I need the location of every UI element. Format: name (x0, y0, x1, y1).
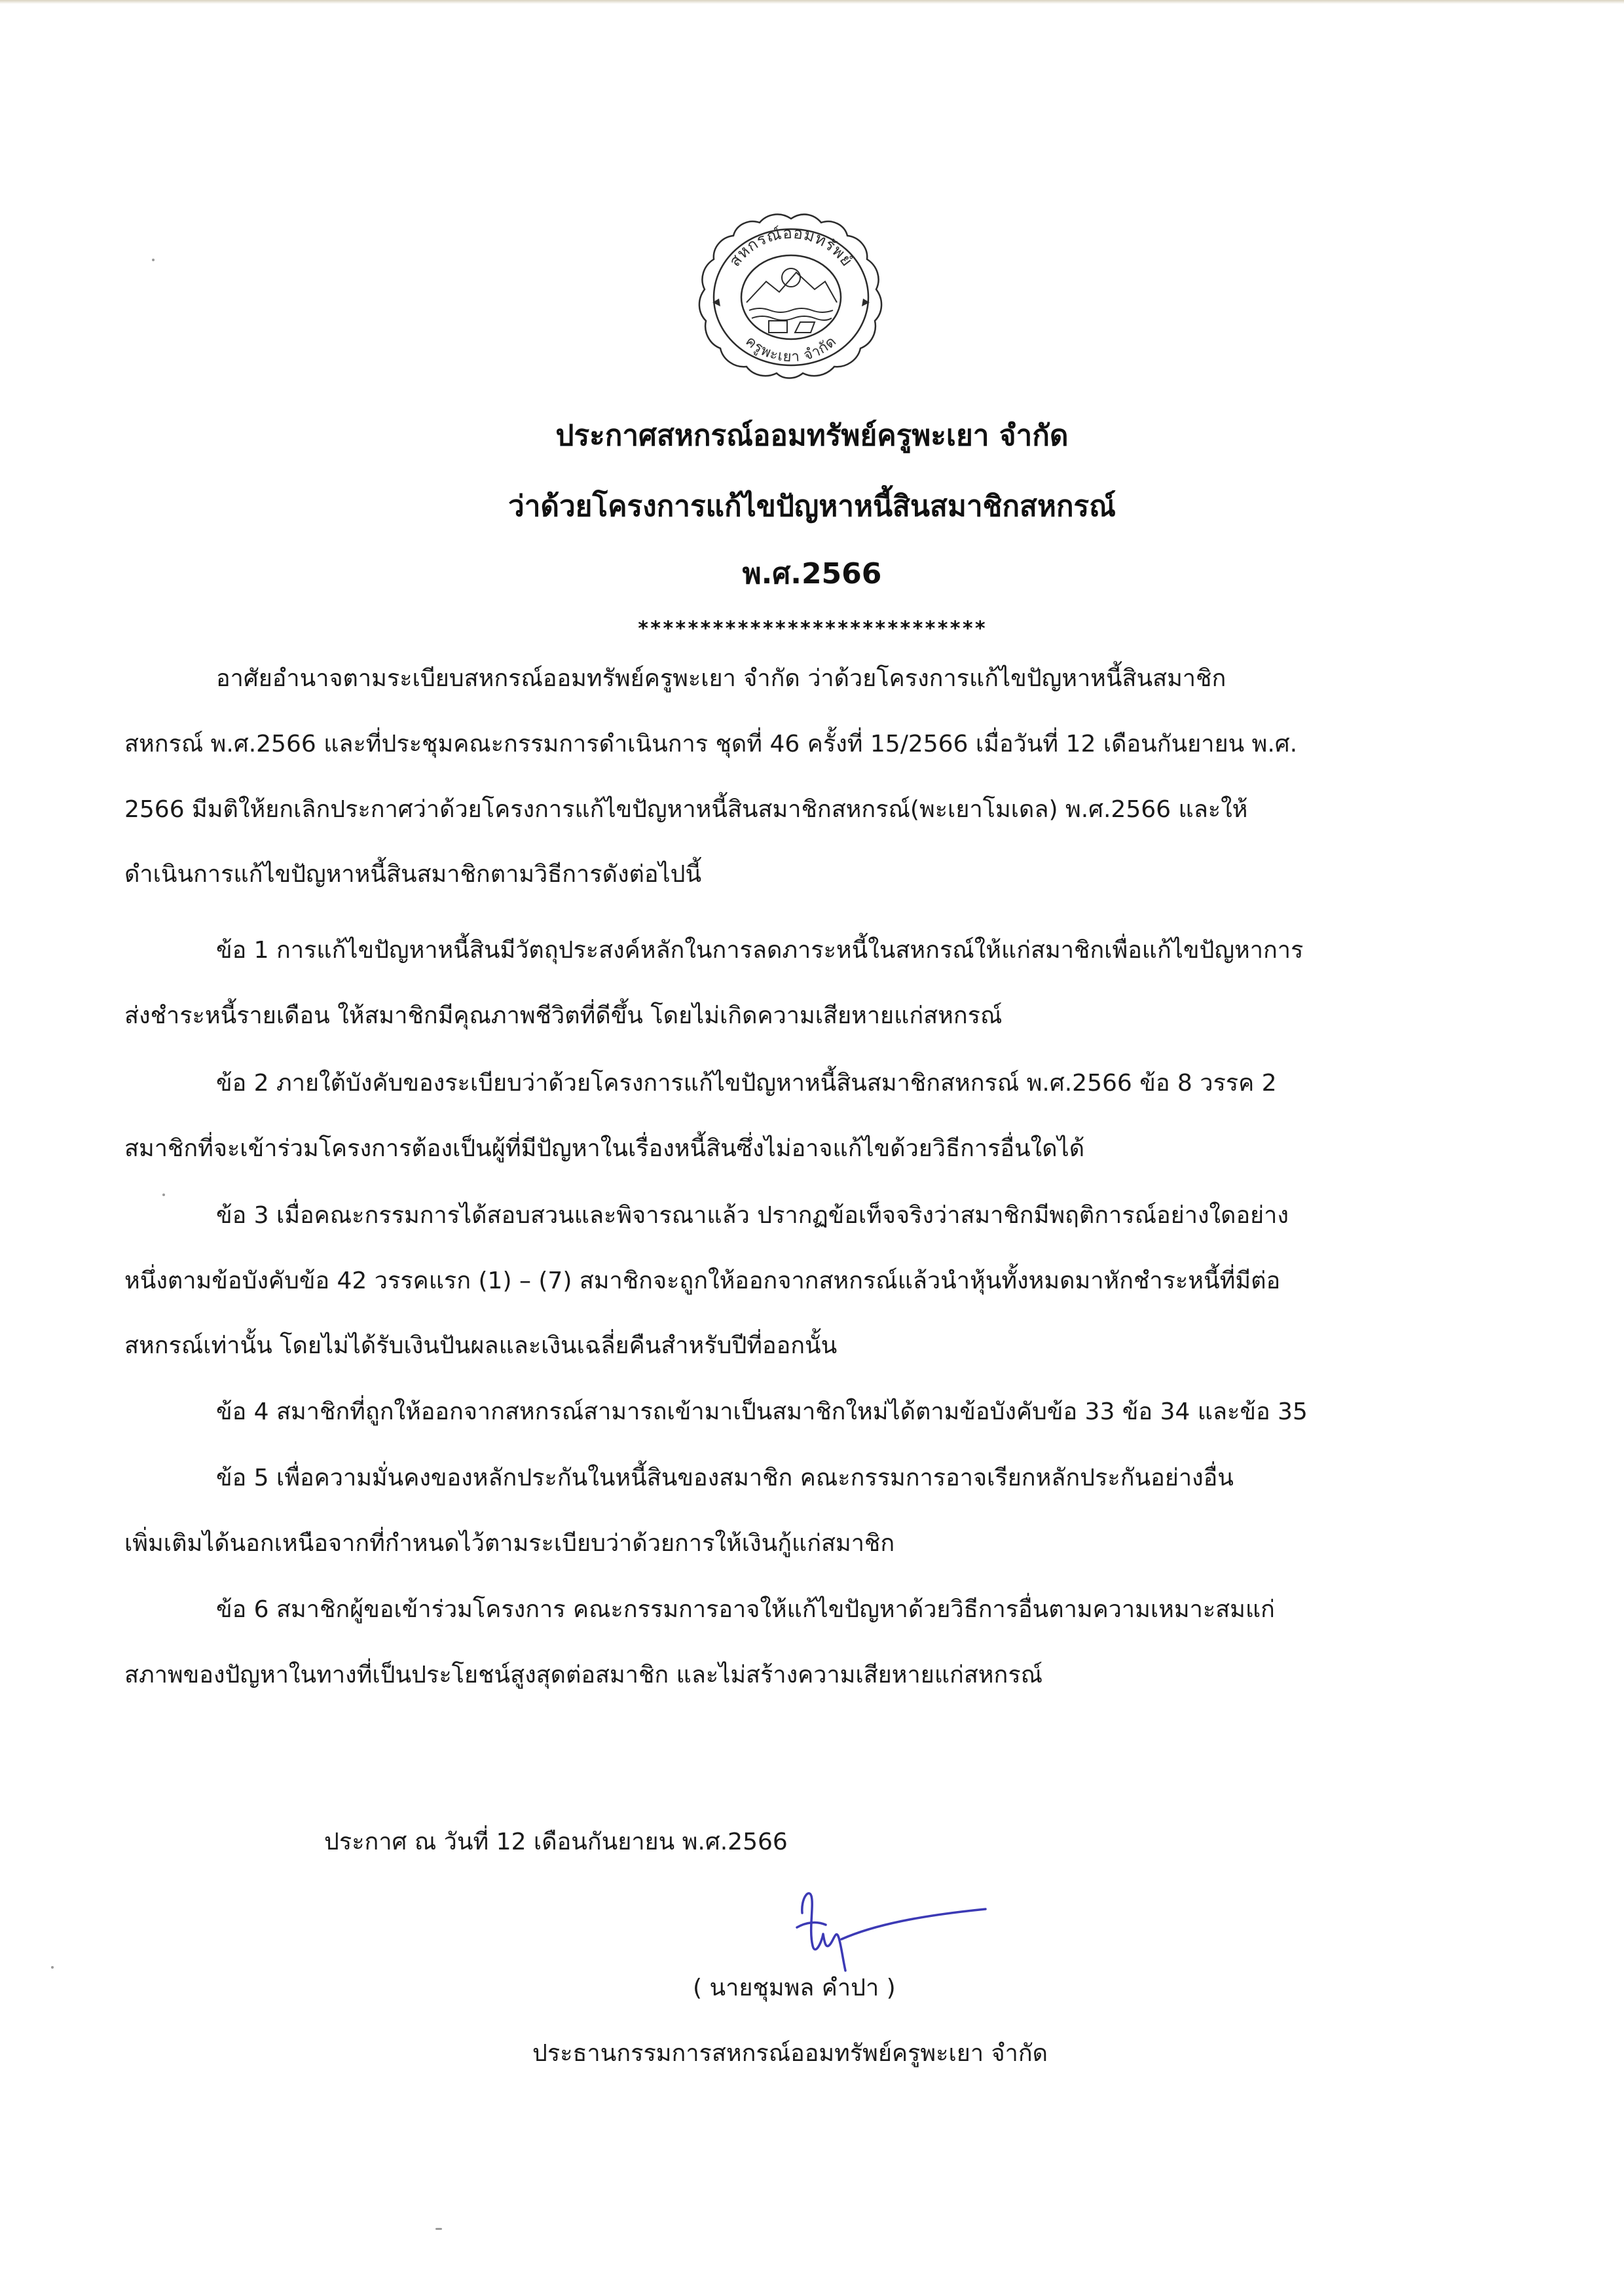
clause-3-line-2: หนึ่งตามข้อบังคับข้อ 42 วรรคแรก (1) – (7) สมาชิกจะถูกให้ออกจากสหกรณ์แล้วนำหุ้นทั้งหมดมาหักชำระหนี้ที่มีต่อ (124, 1267, 1281, 1294)
title-separator: **************************** (637, 617, 987, 640)
clause-6-line-1: ข้อ 6 สมาชิกผู้ขอเข้าร่วมโครงการ คณะกรรมการอาจให้แก้ไขปัญหาด้วยวิธีการอื่นตามความเหมาะสมแก่ (216, 1596, 1275, 1623)
signer-title: ประธานกรรมการสหกรณ์ออมทรัพย์ครูพะเยา จำกัด (532, 2040, 1048, 2067)
clause-3-line-1: ข้อ 3 เมื่อคณะกรรมการได้สอบสวนและพิจารณาแล้ว ปรากฏข้อเท็จจริงว่าสมาชิกมีพฤติการณ์อย่างใดอย่าง (216, 1202, 1289, 1229)
clause-6-line-2: สภาพของปัญหาในทางที่เป็นประโยชน์สูงสุดต่อสมาชิก และไม่สร้างความเสียหายแก่สหกรณ์ (124, 1662, 1043, 1688)
scan-speck (152, 259, 155, 261)
scan-speck (51, 1966, 54, 1969)
scan-speck (435, 2228, 442, 2230)
scan-speck (162, 1194, 165, 1196)
handwritten-signature (783, 1879, 999, 1977)
preamble-line-4: ดำเนินการแก้ไขปัญหาหนี้สินสมาชิกตามวิธีการดังต่อไปนี้ (124, 861, 702, 888)
preamble-line-3: 2566 มีมติให้ยกเลิกประกาศว่าด้วยโครงการแก้ไขปัญหาหนี้สินสมาชิกสหกรณ์(พะเยาโมเดล) พ.ศ.2566 และให้ (124, 796, 1248, 823)
cooperative-seal-logo (686, 204, 896, 388)
svg-text:สหกรณ์ออมทรัพย์: สหกรณ์ออมทรัพย์ (725, 223, 857, 270)
svg-text:ครูพะเยา จำกัด: ครูพะเยา จำกัด (742, 333, 840, 366)
clause-4-line-1: ข้อ 4 สมาชิกที่ถูกให้ออกจากสหกรณ์สามารถเข้ามาเป็นสมาชิกใหม่ได้ตามข้อบังคับข้อ 33 ข้อ 34 และข้อ 35 (216, 1398, 1308, 1425)
preamble-line-1: อาศัยอำนาจตามระเบียบสหกรณ์ออมทรัพย์ครูพะเยา จำกัด ว่าด้วยโครงการแก้ไขปัญหาหนี้สินสมาชิก (216, 665, 1227, 692)
clause-2-line-1: ข้อ 2 ภายใต้บังคับของระเบียบว่าด้วยโครงการแก้ไขปัญหาหนี้สินสมาชิกสหกรณ์ พ.ศ.2566 ข้อ 8 วรรค 2 (216, 1070, 1277, 1097)
clause-1-line-1: ข้อ 1 การแก้ไขปัญหาหนี้สินมีวัตถุประสงค์หลักในการลดภาระหนี้ในสหกรณ์ให้แก่สมาชิกเพื่อแก้ไขปัญหาการ (216, 937, 1304, 964)
clause-2-line-2: สมาชิกที่จะเข้าร่วมโครงการต้องเป็นผู้ที่มีปัญหาในเรื่องหนี้สินซึ่งไม่อาจแก้ไขด้วยวิธีการอื่นใดได้ (124, 1135, 1085, 1162)
preamble-line-2: สหกรณ์ พ.ศ.2566 และที่ประชุมคณะกรรมการดำเนินการ ชุดที่ 46 ครั้งที่ 15/2566 เมื่อวันที่ 12 เดือนกันยายน พ.ศ. (124, 731, 1298, 757)
title-line-2: ว่าด้วยโครงการแก้ไขปัญหาหนี้สินสมาชิกสหกรณ์ (507, 490, 1116, 523)
scan-edge (0, 0, 1624, 4)
clause-5-line-2: เพิ่มเติมได้นอกเหนือจากที่กำหนดไว้ตามระเบียบว่าด้วยการให้เงินกู้แก่สมาชิก (124, 1530, 895, 1557)
title-line-1: ประกาศสหกรณ์ออมทรัพย์ครูพะเยา จำกัด (555, 419, 1069, 452)
clause-5-line-1: ข้อ 5 เพื่อความมั่นคงของหลักประกันในหนี้สินของสมาชิก คณะกรรมการอาจเรียกหลักประกันอย่างอื่น (216, 1465, 1234, 1491)
clause-3-line-3: สหกรณ์เท่านั้น โดยไม่ได้รับเงินปันผลและเงินเฉลี่ยคืนสำหรับปีที่ออกนั้น (124, 1332, 838, 1359)
clause-1-line-2: ส่งชำระหนี้รายเดือน ให้สมาชิกมีคุณภาพชีวิตที่ดีขึ้น โดยไม่เกิดความเสียหายแก่สหกรณ์ (124, 1002, 1003, 1029)
signer-name: ( นายชุมพล คำปา ) (693, 1975, 896, 2001)
announcement-date: ประกาศ ณ วันที่ 12 เดือนกันยายน พ.ศ.2566 (324, 1829, 788, 1855)
title-year: พ.ศ.2566 (742, 557, 882, 591)
